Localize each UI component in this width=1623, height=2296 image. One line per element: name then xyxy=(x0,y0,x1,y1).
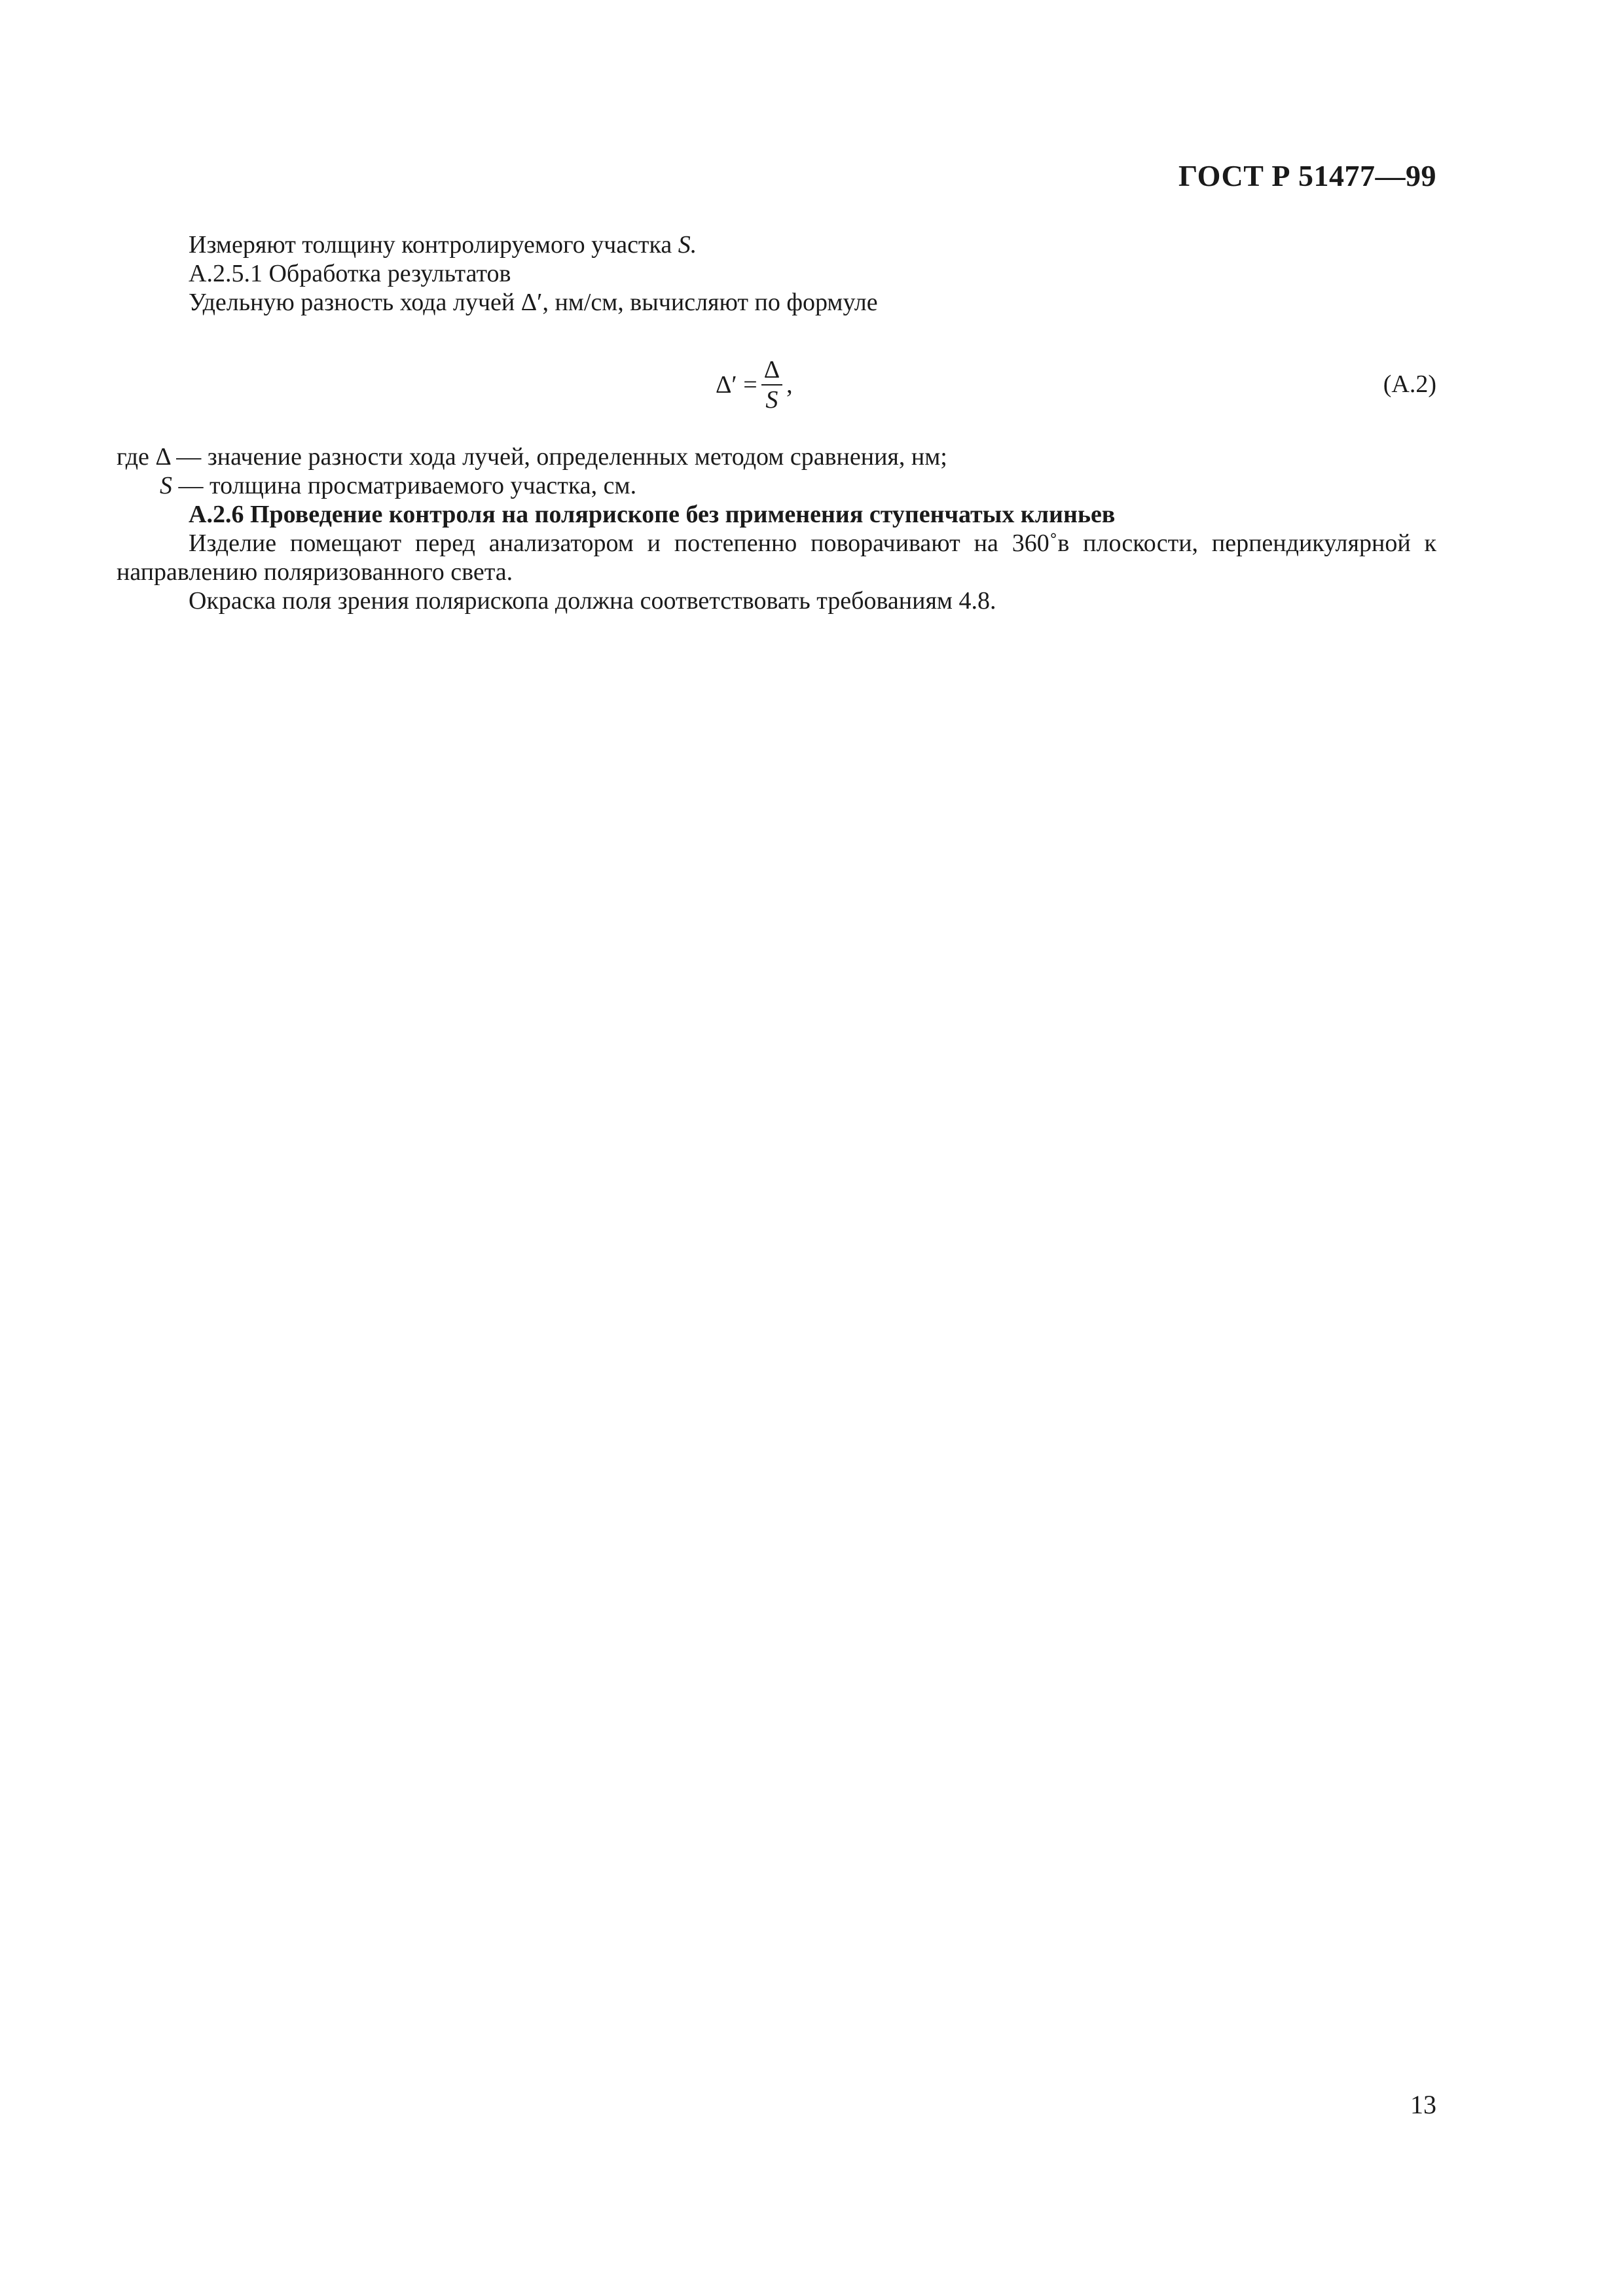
where-s-symbol: S xyxy=(160,472,172,499)
document-code-header: ГОСТ Р 51477—99 xyxy=(1178,159,1436,192)
where-line-delta: где Δ — значение разности хода лучей, определенных методом сравнения, нм; xyxy=(117,443,947,471)
section-a26-paragraph-2: Окраска поля зрения полярископа должна соответствовать требованиям 4.8. xyxy=(189,587,996,615)
page-number: 13 xyxy=(1410,2090,1436,2119)
formula-number: (А.2) xyxy=(1383,370,1436,398)
formula-fraction xyxy=(761,357,782,413)
formula-a2 xyxy=(716,355,793,414)
formula-numerator: Δ xyxy=(761,357,782,386)
where-line-s xyxy=(160,471,636,500)
section-a26-paragraph-1: Изделие помещают перед анализатором и постепенно поворачивают на 360˚в плоскости, перпендикулярной к направлению поляризованного света. xyxy=(117,529,1436,586)
section-a26-heading: А.2.6 Проведение контроля на полярископе без применения ступенчатых клиньев xyxy=(189,501,1116,528)
formula-lhs: Δ′ = xyxy=(716,371,757,399)
thickness-symbol: S. xyxy=(678,231,697,259)
formula-trailing-comma: , xyxy=(786,371,793,399)
formula-intro-line: Удельную разность хода лучей Δ′, нм/см, вычисляют по формуле xyxy=(189,289,878,316)
where-s-text: — толщина просматриваемого участка, см. xyxy=(172,472,637,499)
measure-thickness-line xyxy=(189,230,697,259)
formula-denominator: S xyxy=(765,386,778,414)
measure-thickness-text: Измеряют толщину контролируемого участка xyxy=(189,231,678,259)
subsection-results-heading: А.2.5.1 Обработка результатов xyxy=(189,260,511,287)
